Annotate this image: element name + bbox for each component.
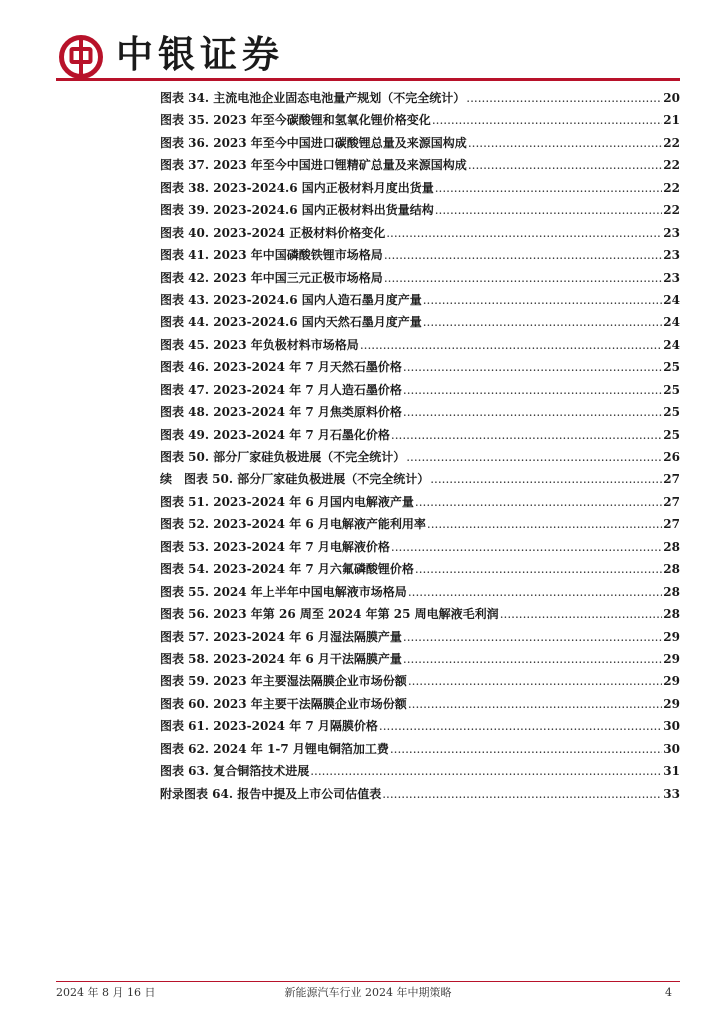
toc-entry[interactable] xyxy=(160,177,680,199)
toc-dot-leader xyxy=(435,177,663,199)
toc-dot-leader xyxy=(403,626,662,648)
toc-entry-title: 图表 34. 主流电池企业固态电池量产规划（不完全统计） xyxy=(160,91,466,105)
toc-entry-title: 图表 48. 2023-2024 年 7 月焦类原料价格 xyxy=(160,405,402,420)
toc-entry-page: 26 xyxy=(663,450,680,464)
toc-dot-leader xyxy=(466,87,662,109)
toc-entry-title: 图表 39. 2023-2024.6 国内正极材料出货量结构 xyxy=(160,203,434,218)
toc-entry[interactable] xyxy=(160,311,680,333)
toc-dot-leader xyxy=(500,603,663,625)
toc-dot-leader xyxy=(403,648,662,670)
toc-entry[interactable] xyxy=(160,693,680,715)
toc-dot-leader xyxy=(360,334,662,356)
toc-entry-page: 22 xyxy=(663,203,680,218)
toc-entry-page: 29 xyxy=(663,629,680,644)
toc-entry-title: 图表 51. 2023-2024 年 6 月国内电解液产量 xyxy=(160,494,414,509)
toc-entry-page: 22 xyxy=(663,135,680,150)
toc-dot-leader xyxy=(408,581,662,603)
toc-entry[interactable] xyxy=(160,715,680,737)
toc-entry-page: 25 xyxy=(663,427,680,442)
toc-dot-leader xyxy=(406,446,662,468)
toc-entry[interactable] xyxy=(160,581,680,603)
toc-entry-title: 图表 61. 2023-2024 年 7 月隔膜价格 xyxy=(160,719,378,734)
toc-entry-page: 25 xyxy=(663,360,680,375)
footer-page-number: 4 xyxy=(665,986,672,999)
toc-entry-page: 22 xyxy=(663,158,680,173)
toc-entry[interactable] xyxy=(160,244,680,266)
toc-entry[interactable] xyxy=(160,491,680,513)
toc-entry[interactable] xyxy=(160,783,680,805)
toc-dot-leader xyxy=(423,289,663,311)
toc-entry-page: 33 xyxy=(663,786,680,801)
toc-entry-page: 24 xyxy=(663,292,680,307)
toc-entry[interactable] xyxy=(160,356,680,378)
toc-entry-page: 28 xyxy=(663,607,680,622)
toc-entry-page: 23 xyxy=(663,270,680,285)
toc-entry-title: 图表 53. 2023-2024 年 7 月电解液价格 xyxy=(160,539,390,554)
toc-entry-title: 图表 54. 2023-2024 年 7 月六氟磷酸锂价格 xyxy=(160,562,414,577)
toc-entry-page: 30 xyxy=(663,741,680,756)
toc-entry[interactable] xyxy=(160,334,680,356)
toc-entry-title: 图表 59. 2023 年主要湿法隔膜企业市场份额 xyxy=(160,674,407,689)
bank-of-china-logo-icon xyxy=(58,34,104,80)
toc-entry-page: 24 xyxy=(663,315,680,330)
toc-entry[interactable] xyxy=(160,603,680,625)
toc-entry-title: 图表 38. 2023-2024.6 国内正极材料月度出货量 xyxy=(160,180,434,195)
toc-entry-title: 图表 55. 2024 年上半年中国电解液市场格局 xyxy=(160,584,407,599)
toc-dot-leader xyxy=(386,222,662,244)
toc-dot-leader xyxy=(423,311,663,333)
toc-entry-page: 27 xyxy=(663,472,680,487)
toc-entry[interactable] xyxy=(160,109,680,131)
toc-dot-leader xyxy=(384,267,662,289)
toc-entry-title: 图表 50. 部分厂家硅负极进展（不完全统计） xyxy=(160,450,406,464)
toc-entry-title: 图表 57. 2023-2024 年 6 月湿法隔膜产量 xyxy=(160,629,402,644)
toc-entry-title: 图表 37. 2023 年至今中国进口锂精矿总量及来源国构成 xyxy=(160,158,467,173)
footer-divider xyxy=(56,981,680,982)
toc-entry-title: 续 图表 50. 部分厂家硅负极进展（不完全统计） xyxy=(160,472,430,487)
toc-dot-leader xyxy=(403,356,662,378)
toc-entry-page: 27 xyxy=(663,494,680,509)
toc-entry-page: 21 xyxy=(663,113,680,128)
toc-entry-page: 29 xyxy=(663,674,680,689)
toc-dot-leader xyxy=(432,109,662,131)
toc-dot-leader xyxy=(391,536,662,558)
toc-entry-title: 图表 58. 2023-2024 年 6 月干法隔膜产量 xyxy=(160,651,402,666)
toc-entry-title: 附录图表 64. 报告中提及上市公司估值表 xyxy=(160,786,382,801)
toc-entry[interactable] xyxy=(160,760,680,782)
toc-dot-leader xyxy=(384,244,662,266)
toc-entry-title: 图表 40. 2023-2024 正极材料价格变化 xyxy=(160,225,386,240)
toc-entry-page: 27 xyxy=(663,517,680,532)
toc-dot-leader xyxy=(408,693,662,715)
toc-entry[interactable] xyxy=(160,267,680,289)
toc-entry[interactable] xyxy=(160,424,680,446)
toc-entry-page: 23 xyxy=(663,248,680,263)
toc-entry-page: 22 xyxy=(663,180,680,195)
toc-dot-leader xyxy=(435,199,663,221)
toc-entry-page: 25 xyxy=(663,382,680,397)
toc-entry[interactable] xyxy=(160,513,680,535)
toc-dot-leader xyxy=(427,513,662,535)
toc-entry-page: 28 xyxy=(663,562,680,577)
toc-entry[interactable] xyxy=(160,468,680,490)
toc-entry-title: 图表 43. 2023-2024.6 国内人造石墨月度产量 xyxy=(160,292,422,307)
toc-entry[interactable] xyxy=(160,626,680,648)
page-footer xyxy=(56,985,680,1001)
toc-entry[interactable] xyxy=(160,222,680,244)
toc-entry[interactable] xyxy=(160,154,680,176)
toc-entry-page: 24 xyxy=(663,337,680,352)
toc-entry[interactable] xyxy=(160,446,680,468)
toc-entry[interactable] xyxy=(160,648,680,670)
toc-dot-leader xyxy=(415,558,662,580)
brand-name: 中银证券 xyxy=(116,33,284,76)
toc-entry[interactable] xyxy=(160,132,680,154)
toc-entry-page: 23 xyxy=(663,225,680,240)
toc-entry-title: 图表 45. 2023 年负极材料市场格局 xyxy=(160,337,359,352)
toc-entry-title: 图表 52. 2023-2024 年 6 月电解液产能利用率 xyxy=(160,517,426,532)
toc-entry-page: 29 xyxy=(663,696,680,711)
toc-entry-title: 图表 47. 2023-2024 年 7 月人造石墨价格 xyxy=(160,382,402,397)
toc-entry[interactable] xyxy=(160,558,680,580)
toc-dot-leader xyxy=(310,760,662,782)
toc-entry-title: 图表 62. 2024 年 1-7 月锂电铜箔加工费 xyxy=(160,741,389,756)
toc-entry-title: 图表 56. 2023 年第 26 周至 2024 年第 25 周电解液毛利润 xyxy=(160,607,499,622)
toc-entry-title: 图表 60. 2023 年主要干法隔膜企业市场份额 xyxy=(160,696,407,711)
toc-entry-page: 29 xyxy=(663,651,680,666)
toc-entry[interactable] xyxy=(160,738,680,760)
toc-entry-page: 31 xyxy=(663,764,680,779)
toc-dot-leader xyxy=(379,715,662,737)
toc-entry-page: 20 xyxy=(663,91,680,105)
figure-list xyxy=(160,87,680,805)
toc-entry-page: 28 xyxy=(663,584,680,599)
toc-dot-leader xyxy=(415,491,662,513)
toc-entry-title: 图表 44. 2023-2024.6 国内天然石墨月度产量 xyxy=(160,315,422,330)
header-divider xyxy=(56,78,680,81)
toc-entry-page: 25 xyxy=(663,405,680,420)
toc-entry-page: 30 xyxy=(663,719,680,734)
toc-entry-title: 图表 36. 2023 年至今中国进口碳酸锂总量及来源国构成 xyxy=(160,135,467,150)
toc-entry[interactable] xyxy=(160,670,680,692)
toc-entry[interactable] xyxy=(160,379,680,401)
toc-dot-leader xyxy=(408,670,662,692)
toc-entry-page: 28 xyxy=(663,539,680,554)
toc-dot-leader xyxy=(390,738,662,760)
toc-dot-leader xyxy=(468,132,662,154)
toc-entry-title: 图表 49. 2023-2024 年 7 月石墨化价格 xyxy=(160,427,390,442)
toc-entry[interactable] xyxy=(160,289,680,311)
toc-entry[interactable] xyxy=(160,87,680,109)
toc-entry-title: 图表 63. 复合铜箔技术进展 xyxy=(160,764,310,779)
toc-entry[interactable] xyxy=(160,536,680,558)
toc-entry-title: 图表 35. 2023 年至今碳酸锂和氢氧化锂价格变化 xyxy=(160,113,431,128)
footer-date: 2024 年 8 月 16 日 xyxy=(56,986,156,999)
toc-dot-leader xyxy=(382,783,662,805)
toc-dot-leader xyxy=(391,424,662,446)
toc-dot-leader xyxy=(468,154,662,176)
toc-dot-leader xyxy=(403,379,662,401)
toc-dot-leader xyxy=(403,401,662,423)
toc-dot-leader xyxy=(430,468,662,490)
toc-entry-title: 图表 41. 2023 年中国磷酸铁锂市场格局 xyxy=(160,248,383,263)
footer-report-title: 新能源汽车行业 2024 年中期策略 xyxy=(284,986,452,999)
toc-entry[interactable] xyxy=(160,199,680,221)
toc-entry-title: 图表 46. 2023-2024 年 7 月天然石墨价格 xyxy=(160,360,402,375)
toc-entry[interactable] xyxy=(160,401,680,423)
toc-entry-title: 图表 42. 2023 年中国三元正极市场格局 xyxy=(160,270,383,285)
